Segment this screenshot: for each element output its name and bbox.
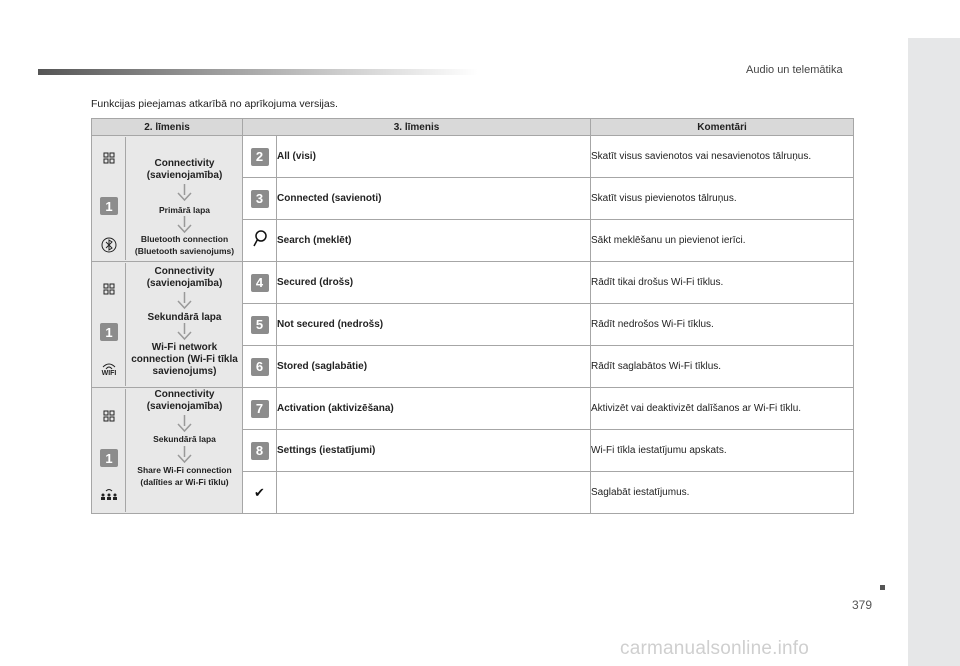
comment-text: Skatīt visus pievienotos tālruņus. (591, 178, 854, 220)
wifi-icon (100, 361, 118, 379)
column-header-comments: Komentāri (591, 119, 854, 136)
checkmark-icon: ✔ (254, 484, 265, 500)
comment-text: Skatīt visus savienotos vai nesavienotos tālruņus. (591, 136, 854, 178)
settings-table (91, 118, 854, 514)
step-badge: 5 (251, 316, 269, 334)
step-badge: 1 (100, 449, 118, 467)
level2-middle-label: Primārā lapa (158, 205, 211, 215)
comment-text: Wi-Fi tīkla iestatījumu apskats. (591, 430, 854, 472)
comment-text: Sākt meklēšanu un pievienot ierīci. (591, 220, 854, 262)
arrow-down-icon (176, 292, 193, 310)
comment-text: Rādīt tikai drošus Wi-Fi tīklus. (591, 262, 854, 304)
option-label: Not secured (nedrošs) (277, 304, 591, 346)
arrow-down-icon (176, 446, 193, 464)
option-label: Settings (iestatījumi) (277, 430, 591, 472)
table-row (92, 136, 854, 178)
level2-top-label: Connectivity (savienojamība) (146, 158, 223, 181)
step-badge: 7 (251, 400, 269, 418)
column-header-level2: 2. līmenis (92, 119, 243, 136)
option-label: Activation (aktivizēšana) (277, 388, 591, 430)
option-label: Secured (drošs) (277, 262, 591, 304)
share-people-icon (100, 487, 118, 501)
bluetooth-icon (100, 238, 118, 252)
level2-top-label: Connectivity (savienojamība) (146, 389, 223, 412)
comment-text: Rādīt saglabātos Wi-Fi tīklus. (591, 346, 854, 388)
level2-cell-wifi (92, 262, 243, 388)
level2-cell-bluetooth (92, 136, 243, 262)
step-badge: 2 (251, 148, 269, 166)
table-row (92, 262, 854, 304)
step-badge: 3 (251, 190, 269, 208)
header-gradient-bar (38, 69, 478, 75)
level2-cell-share-wifi (92, 388, 243, 514)
search-icon (253, 240, 267, 251)
grid-icon (100, 282, 118, 296)
grid-icon (100, 151, 118, 165)
option-label: Connected (savienoti) (277, 178, 591, 220)
section-title: Audio un telemātika (746, 64, 843, 76)
arrow-down-icon (176, 216, 193, 234)
comment-text: Aktivizēt vai deaktivizēt dalīšanos ar Wi-Fi tīklu. (591, 388, 854, 430)
side-strip (908, 38, 960, 666)
arrow-down-icon (176, 184, 193, 202)
level2-top-label: Connectivity (savienojamība) (146, 266, 223, 289)
page-marker (880, 585, 885, 590)
step-badge: 6 (251, 358, 269, 376)
column-header-level3: 3. līmenis (243, 119, 591, 136)
comment-text: Saglabāt iestatījumus. (591, 472, 854, 514)
option-label: All (visi) (277, 136, 591, 178)
level2-bottom-label: Share Wi-Fi connection (dalīties ar Wi-Fi tīklu) (137, 465, 232, 487)
option-label: Search (meklēt) (277, 220, 591, 262)
arrow-down-icon (176, 415, 193, 433)
step-badge: 1 (100, 323, 118, 341)
watermark: carmanualsonline.info (620, 638, 810, 659)
level2-middle-label: Sekundārā lapa (147, 312, 222, 323)
table-row (92, 388, 854, 430)
arrow-down-icon (176, 323, 193, 341)
wifi-icon-label: WIFI (101, 370, 117, 377)
table-header-row (92, 119, 854, 136)
intro-note: Funkcijas pieejamas atkarībā no aprīkojuma versijas. (91, 98, 338, 110)
option-label (277, 472, 591, 514)
grid-icon (100, 409, 118, 423)
step-badge: 4 (251, 274, 269, 292)
level2-bottom-label: Wi-Fi network connection (Wi-Fi tīkla savienojums) (131, 342, 238, 377)
step-badge: 8 (251, 442, 269, 460)
page-number: 379 (852, 598, 873, 612)
level2-bottom-label: Bluetooth connection (Bluetooth savienojums) (134, 234, 235, 256)
level2-middle-label: Sekundārā lapa (153, 434, 216, 444)
option-label: Stored (saglabātie) (277, 346, 591, 388)
comment-text: Rādīt nedrošos Wi-Fi tīklus. (591, 304, 854, 346)
step-badge: 1 (100, 197, 118, 215)
